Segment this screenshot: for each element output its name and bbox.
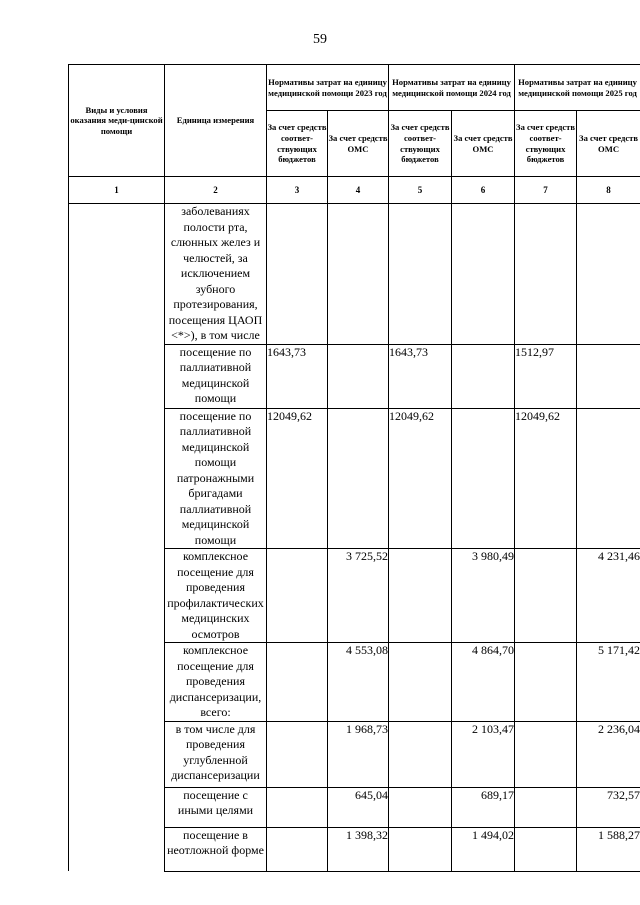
header-kind: Виды и условия оказания меди-цинской помощи bbox=[69, 65, 165, 177]
header-unit: Единица измерения bbox=[165, 65, 267, 177]
column-number-row bbox=[69, 177, 640, 204]
value-oms-2025 bbox=[577, 344, 640, 408]
value-oms-2023: 4 553,08 bbox=[328, 643, 389, 722]
value-oms-2024: 3 980,49 bbox=[452, 549, 515, 643]
header-group-2024: Нормативы затрат на единицу медицинской помощи 2024 год bbox=[389, 65, 515, 111]
header-oms-2024: За счет средств ОМС bbox=[452, 111, 515, 177]
value-budget-2025: 12049,62 bbox=[515, 408, 577, 549]
row-label: посещение с иными целями bbox=[165, 787, 267, 827]
column-number: 2 bbox=[165, 177, 267, 204]
value-oms-2024: 1 494,02 bbox=[452, 827, 515, 871]
value-oms-2025 bbox=[577, 408, 640, 549]
value-oms-2023: 1 398,32 bbox=[328, 827, 389, 871]
header-oms-2025: За счет средств ОМС bbox=[577, 111, 640, 177]
value-oms-2023 bbox=[328, 204, 389, 345]
column-number: 6 bbox=[452, 177, 515, 204]
row-label: посещение по паллиативной медицинской помощи bbox=[165, 344, 267, 408]
value-budget-2023: 12049,62 bbox=[267, 408, 328, 549]
row-label: комплексное посещение для проведения диспансеризации, всего: bbox=[165, 643, 267, 722]
row-label: посещение в неотложной форме bbox=[165, 827, 267, 871]
value-oms-2025: 732,57 bbox=[577, 787, 640, 827]
value-budget-2024 bbox=[389, 549, 452, 643]
value-oms-2025 bbox=[577, 204, 640, 345]
header-budget-2023: За счет средств соответ-ствующих бюджетов bbox=[267, 111, 328, 177]
value-budget-2025 bbox=[515, 549, 577, 643]
header-group-2023: Нормативы затрат на единицу медицинской помощи 2023 год bbox=[267, 65, 389, 111]
value-budget-2024 bbox=[389, 204, 452, 345]
header-group-2025: Нормативы затрат на единицу медицинской помощи 2025 год bbox=[515, 65, 640, 111]
value-oms-2023: 645,04 bbox=[328, 787, 389, 827]
page-number: 59 bbox=[313, 32, 327, 47]
value-budget-2025 bbox=[515, 204, 577, 345]
row-label: посещение по паллиативной медицинской помощи патронажными бригадами паллиативной медицинской помощи bbox=[165, 408, 267, 549]
value-oms-2025: 4 231,46 bbox=[577, 549, 640, 643]
value-budget-2025: 1512,97 bbox=[515, 344, 577, 408]
value-oms-2023 bbox=[328, 344, 389, 408]
value-budget-2025 bbox=[515, 721, 577, 787]
row-label: комплексное посещение для проведения профилактических медицинских осмотров bbox=[165, 549, 267, 643]
value-budget-2025 bbox=[515, 643, 577, 722]
header-budget-2025: За счет средств соответ-ствующих бюджетов bbox=[515, 111, 577, 177]
value-oms-2024: 4 864,70 bbox=[452, 643, 515, 722]
cost-norms-table bbox=[68, 64, 640, 872]
value-budget-2024: 12049,62 bbox=[389, 408, 452, 549]
value-oms-2025: 5 171,42 bbox=[577, 643, 640, 722]
value-oms-2025: 2 236,04 bbox=[577, 721, 640, 787]
value-budget-2024 bbox=[389, 827, 452, 871]
column-number: 4 bbox=[328, 177, 389, 204]
header-oms-2023: За счет средств ОМС bbox=[328, 111, 389, 177]
column-number: 8 bbox=[577, 177, 640, 204]
value-budget-2024 bbox=[389, 787, 452, 827]
column-number: 1 bbox=[69, 177, 165, 204]
value-oms-2024: 689,17 bbox=[452, 787, 515, 827]
row-label: в том числе для проведения углубленной диспансеризации bbox=[165, 721, 267, 787]
column-number: 5 bbox=[389, 177, 452, 204]
value-oms-2025: 1 588,27 bbox=[577, 827, 640, 871]
value-budget-2023: 1643,73 bbox=[267, 344, 328, 408]
value-budget-2025 bbox=[515, 787, 577, 827]
value-budget-2023 bbox=[267, 549, 328, 643]
value-budget-2023 bbox=[267, 204, 328, 345]
value-budget-2024 bbox=[389, 643, 452, 722]
column-number: 7 bbox=[515, 177, 577, 204]
value-budget-2023 bbox=[267, 787, 328, 827]
row-label: заболеваниях полости рта, слюнных желез и челюстей, за исключением зубного протезирования, посещения ЦАОП <*>), в том числе bbox=[165, 204, 267, 345]
value-budget-2023 bbox=[267, 643, 328, 722]
value-budget-2024: 1643,73 bbox=[389, 344, 452, 408]
value-budget-2025 bbox=[515, 827, 577, 871]
value-oms-2024: 2 103,47 bbox=[452, 721, 515, 787]
value-oms-2024 bbox=[452, 204, 515, 345]
value-oms-2023: 3 725,52 bbox=[328, 549, 389, 643]
value-budget-2023 bbox=[267, 827, 328, 871]
value-oms-2024 bbox=[452, 408, 515, 549]
column-number: 3 bbox=[267, 177, 328, 204]
value-oms-2023 bbox=[328, 408, 389, 549]
header-budget-2024: За счет средств соответ-ствующих бюджетов bbox=[389, 111, 452, 177]
value-oms-2023: 1 968,73 bbox=[328, 721, 389, 787]
value-oms-2024 bbox=[452, 344, 515, 408]
table-row bbox=[69, 204, 640, 345]
header-row-groups bbox=[69, 65, 640, 111]
value-budget-2024 bbox=[389, 721, 452, 787]
value-budget-2023 bbox=[267, 721, 328, 787]
kind-cell bbox=[69, 204, 165, 872]
